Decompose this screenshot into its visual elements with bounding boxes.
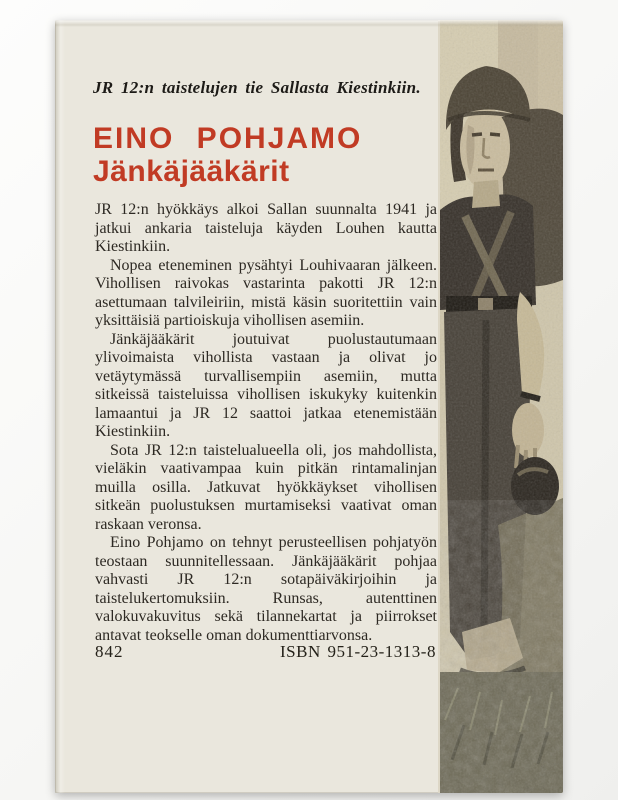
print-code: 842 [95, 642, 124, 661]
soldier-photo-illustration [440, 20, 563, 793]
book-title: Jänkäjääkärit [93, 155, 290, 188]
book-back-cover [55, 20, 563, 793]
blurb-paragraph: Nopea eteneminen pysähtyi Louhivaaran jälkeen. Vihollisen raivokas vastarinta pakotti JR 12:n asettumaan talvileiriin, mistä käsin suoritettiin vain yksittäisiä partioiskuja vihollisen asemiin. [95, 256, 437, 329]
author-name: EINO POHJAMO [93, 122, 363, 155]
soldier-photo [438, 20, 563, 793]
blurb-paragraph: Jänkäjääkärit joutuivat puolustautumaan ylivoimaista vihollista vastaan ja olivat jo vetäytymässä turvallisempiin asemiin, mutta sitkeissä taisteluissa vihollisen iskukyky kuitenkin lamaantui ja JR 12 saattoi jatkaa etenemistään Kiestinkiin. [95, 330, 437, 440]
blurb-paragraph: Eino Pohjamo on tehnyt perusteellisen pohjatyön teostaan suunnitellessaan. Jänkäjääkärit pohjaa vahvasti JR 12:n sotapäiväkirjoihin ja taistelukertomuksiin. Runsas, autenttinen valokuvakuvitus sekä tilannekartat ja piirrokset antavat teokselle oman dokumenttiarvonsa. [95, 534, 437, 644]
series-tagline: JR 12:n taistelujen tie Sallasta Kiestinkiin. [93, 78, 421, 97]
blurb-paragraph: Sota JR 12:n taistelualueella oli, jos mahdollista, vieläkin vaativampaa kuin pitkän rintamalinjan muilla osilla. Jatkuvat hyökkäykset vihollisen sitkeän puolustuksen murtamiseksi vaativat oman raskaan veronsa. [95, 441, 437, 533]
back-cover-blurb [95, 201, 437, 645]
blurb-paragraph: JR 12:n hyökkäys alkoi Sallan suunnalta 1941 ja jatkui ankaria taisteluja käyden Louhen kautta Kiestinkiin. [95, 201, 437, 255]
isbn-number: ISBN 951-23-1313-8 [280, 642, 436, 661]
